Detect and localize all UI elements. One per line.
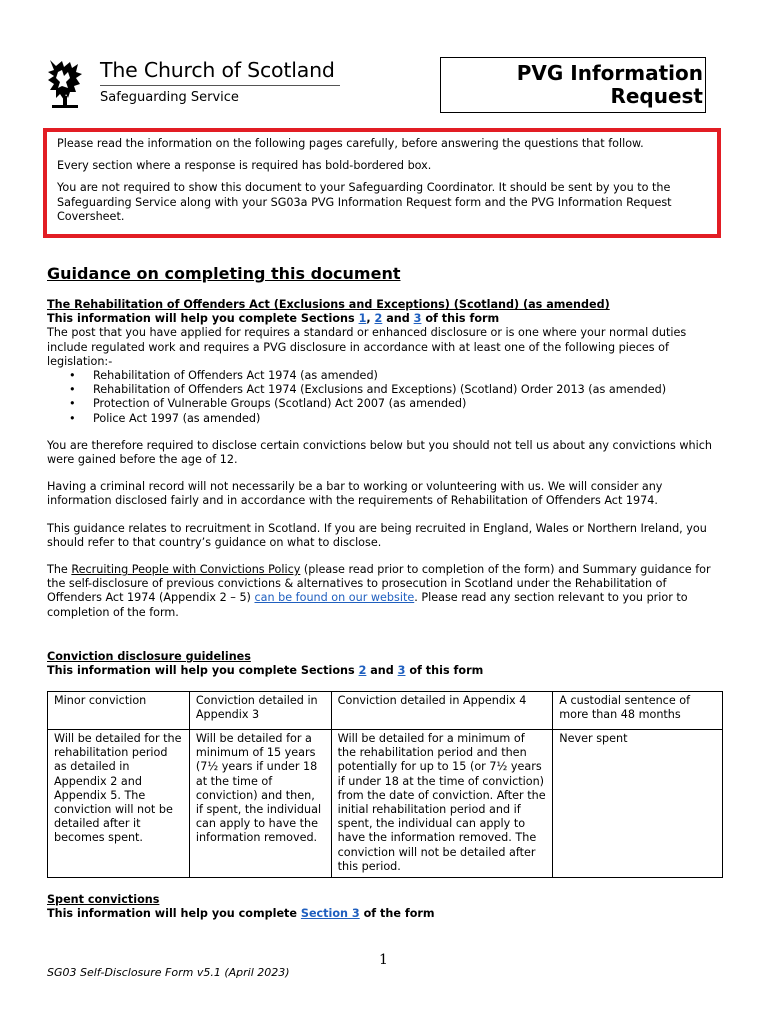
website-link[interactable]: can be found on our website (254, 591, 415, 605)
separator: , (366, 312, 375, 326)
separator: and (382, 312, 414, 326)
help-suffix: of the form (359, 907, 435, 921)
text: . Please read any section relevant to you prior to completion of the form. (47, 591, 688, 619)
text: The (47, 563, 72, 577)
org-name: The Church of Scotland (100, 58, 335, 82)
notice-paragraph: You are not required to show this document to your Safeguarding Coordinator. It should be sent by you to the Safeguarding Service along with your SG03a PVG Information Request form and the PVG Information Request Coversheet. (57, 181, 672, 223)
church-of-scotland-logo (46, 58, 346, 110)
form-title-line1: PVG Information (516, 61, 703, 85)
separator: and (366, 664, 398, 678)
legislation-list (47, 369, 723, 426)
form-title-box (440, 57, 706, 113)
table-cell: Will be detailed for the rehabilitation period as detailed in Appendix 2 and Appendix 5. The conviction will not be detailed after it becomes spent. (48, 730, 190, 878)
guidance-section (47, 298, 723, 620)
footer-text: SG03 Self-Disclosure Form v5.1 (April 2023) (47, 966, 290, 979)
section-3-link[interactable]: Section 3 (300, 907, 360, 921)
help-prefix: This information will help you complete (47, 907, 301, 921)
spent-title: Spent convictions (47, 893, 160, 906)
form-title-line2: Request (610, 84, 703, 108)
paragraph: Having a criminal record will not necessarily be a bar to working or volunteering with us. We will consider any information disclosed fairly and in accordance with the requirements of Rehabilitation of Offenders Act 1974. (47, 480, 663, 508)
table-header: Minor conviction (48, 692, 190, 730)
conviction-section (47, 650, 723, 678)
notice-paragraph: Please read the information on the following pages carefully, before answering the questions that follow. (57, 137, 644, 150)
table-cell: Will be detailed for a minimum of 15 years (7½ years if under 18 at the time of conviction) and then, if spent, the individual can apply to have the information removed. (189, 730, 331, 878)
guidance-heading: Guidance on completing this document (47, 264, 401, 283)
notice-box (43, 128, 721, 238)
paragraph: You are therefore required to disclose certain convictions below but you should not tell us about any convictions which were gained before the age of 12. (47, 438, 712, 467)
help-suffix: of this form (405, 664, 484, 678)
table-cell: Will be detailed for a minimum of the rehabilitation period and then potentially for up to 15 (or 7½ years if under 18 at the time of conviction) from the date of conviction. After the initial rehabilitation period and if spent, the individual can apply to have the information removed. The conviction will not be detailed after this period. (331, 730, 553, 878)
list-item: • Police Act 1997 (as amended) (47, 412, 723, 426)
table-header: Conviction detailed in Appendix 4 (331, 692, 553, 730)
notice-paragraph: Every section where a response is required has bold-bordered box. (57, 159, 432, 173)
intro-paragraph: The post that you have applied for requires a standard or enhanced disclosure or is one where your normal duties include regulated work and requires a PVG disclosure in accordance with at least one of the following pieces of legislation:- (47, 326, 687, 368)
act-title: The Rehabilitation of Offenders Act (Exclusions and Exceptions) (Scotland) (as amended) (47, 298, 610, 311)
section-1-link[interactable]: 1 (358, 312, 367, 326)
section-2-link[interactable]: 2 (358, 664, 367, 678)
policy-paragraph (47, 563, 723, 620)
section-3-link[interactable]: 3 (413, 312, 422, 326)
text: (please read prior to completion of the form) and Summary guidance for the self-disclosure of previous convictions & alternatives to prosecution in Scotland under the Rehabilitation of Offenders Act 1974 (Appendix 2 – 5) (47, 563, 711, 605)
table-cell: Never spent (553, 730, 723, 878)
paragraph: This guidance relates to recruitment in Scotland. If you are being recruited in England, Wales or Northern Ireland, you should refer to that country’s guidance on what to disclose. (47, 521, 707, 549)
help-prefix: This information will help you complete Sections (47, 664, 359, 678)
help-prefix: This information will help you complete Sections (47, 312, 359, 326)
help-line (47, 907, 723, 921)
policy-link[interactable]: Recruiting People with Convictions Policy (71, 563, 301, 577)
table-header-row (48, 692, 723, 730)
list-item: • Rehabilitation of Offenders Act 1974 (Exclusions and Exceptions) (Scotland) Order 2013 (as amended) (47, 383, 723, 397)
burning-bush-icon (46, 58, 86, 110)
org-subtitle: Safeguarding Service (100, 90, 239, 105)
list-item: • Rehabilitation of Offenders Act 1974 (as amended) (47, 369, 723, 383)
section-3-link[interactable]: 3 (397, 664, 406, 678)
table-row (48, 730, 723, 878)
spent-section (47, 893, 723, 921)
list-item: • Protection of Vulnerable Groups (Scotland) Act 2007 (as amended) (47, 397, 723, 411)
page-number: 1 (379, 952, 388, 968)
help-suffix: of this form (421, 312, 500, 326)
conviction-title: Conviction disclosure guidelines (47, 650, 251, 663)
table-header: Conviction detailed in Appendix 3 (189, 692, 331, 730)
help-line (47, 664, 723, 678)
conviction-table (47, 691, 723, 878)
help-line (47, 312, 723, 326)
table-header: A custodial sentence of more than 48 months (553, 692, 723, 730)
section-2-link[interactable]: 2 (374, 312, 383, 326)
